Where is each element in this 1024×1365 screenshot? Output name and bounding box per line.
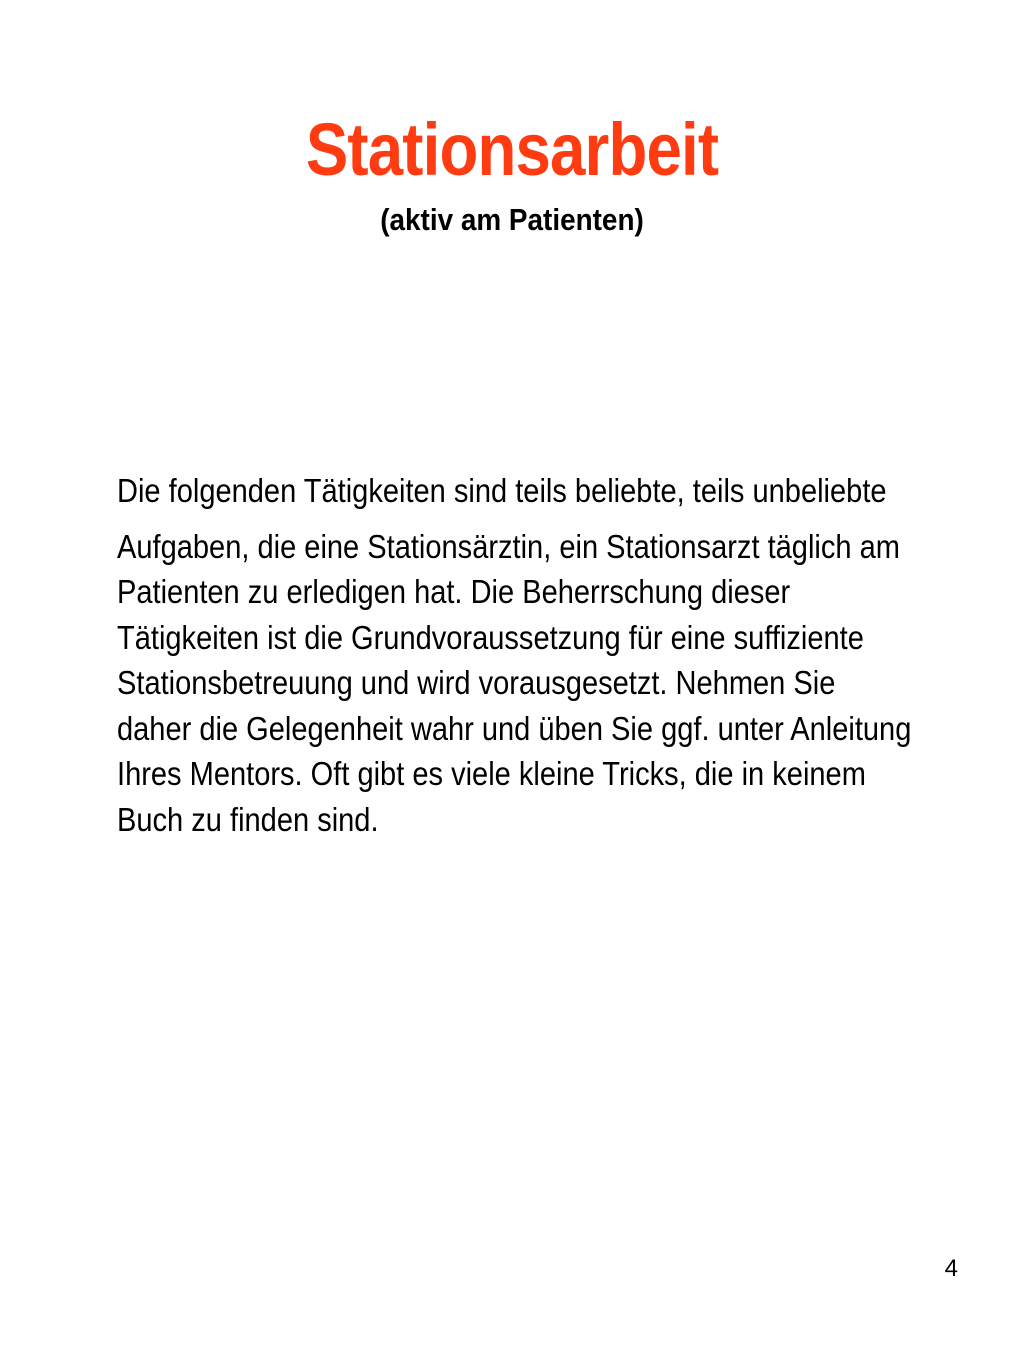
slide-subtitle: (aktiv am Patienten) — [380, 202, 644, 237]
body-line: daher die Gelegenheit wahr und üben Sie ggf. unter Anleitung — [117, 709, 912, 747]
body-line: Patienten zu erledigen hat. Die Beherrschung dieser — [117, 573, 791, 610]
body-line: Aufgaben, die eine Stationsärztin, ein Stationsarzt täglich am — [117, 527, 900, 565]
body-line: Die folgenden Tätigkeiten sind teils beliebte, teils unbeliebte — [117, 472, 887, 509]
body-line: Ihres Mentors. Oft gibt es viele kleine Tricks, die in keinem — [117, 755, 866, 792]
slide-title: Stationsarbeit — [305, 108, 719, 191]
page-number: 4 — [944, 1255, 958, 1282]
body-line: Buch zu finden sind. — [117, 800, 379, 838]
body-line: Stationsbetreuung und wird vorausgesetzt. Nehmen Sie — [117, 664, 836, 701]
body-paragraph — [117, 468, 912, 842]
body-line: Tätigkeiten ist die Grundvoraussetzung für eine suffiziente — [117, 618, 864, 656]
